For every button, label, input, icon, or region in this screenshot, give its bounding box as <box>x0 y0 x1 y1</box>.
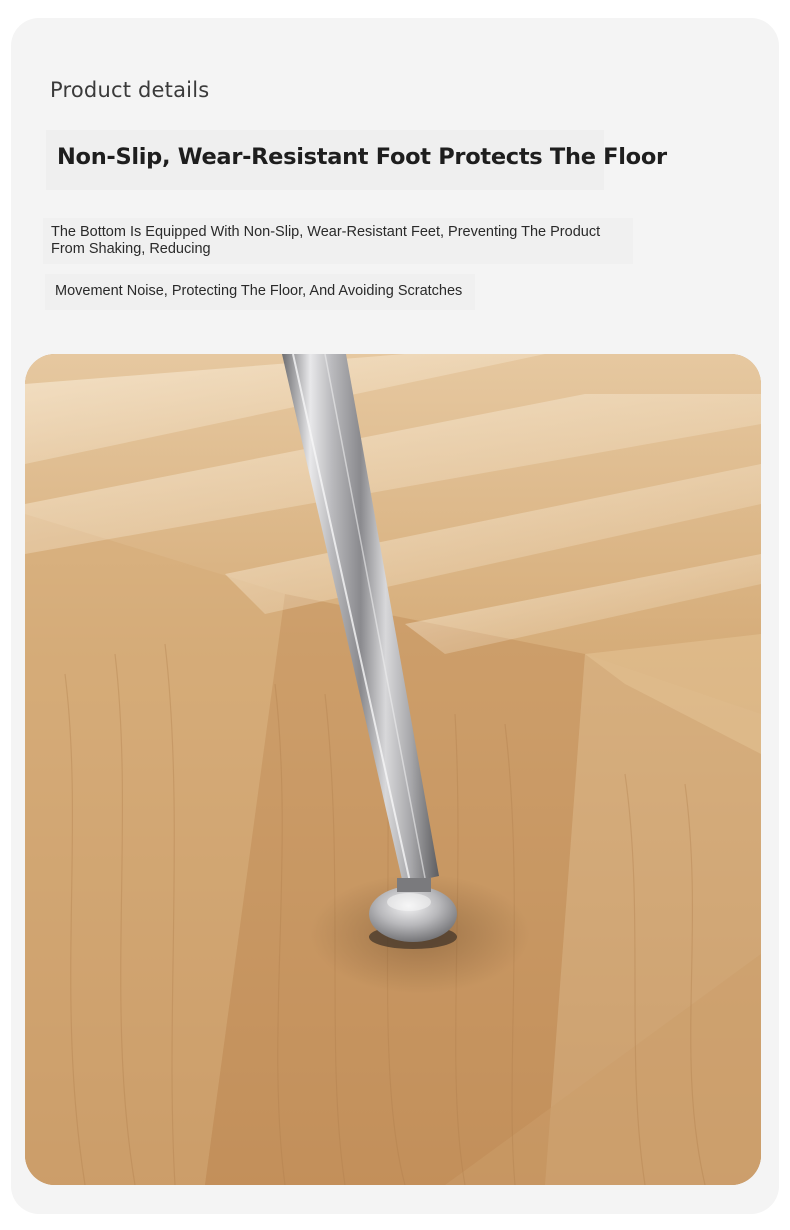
section-title: Product details <box>50 78 210 102</box>
feature-headline: Non-Slip, Wear-Resistant Foot Protects The Floor <box>46 130 604 190</box>
product-details-card <box>11 18 779 1214</box>
product-photo <box>25 354 761 1185</box>
feature-description-line-2: Movement Noise, Protecting The Floor, And Avoiding Scratches <box>45 274 475 310</box>
feature-description-line-1: The Bottom Is Equipped With Non-Slip, Wear-Resistant Feet, Preventing The Product From Shaking, Reducing <box>43 218 633 264</box>
product-photo-illustration <box>25 354 761 1185</box>
